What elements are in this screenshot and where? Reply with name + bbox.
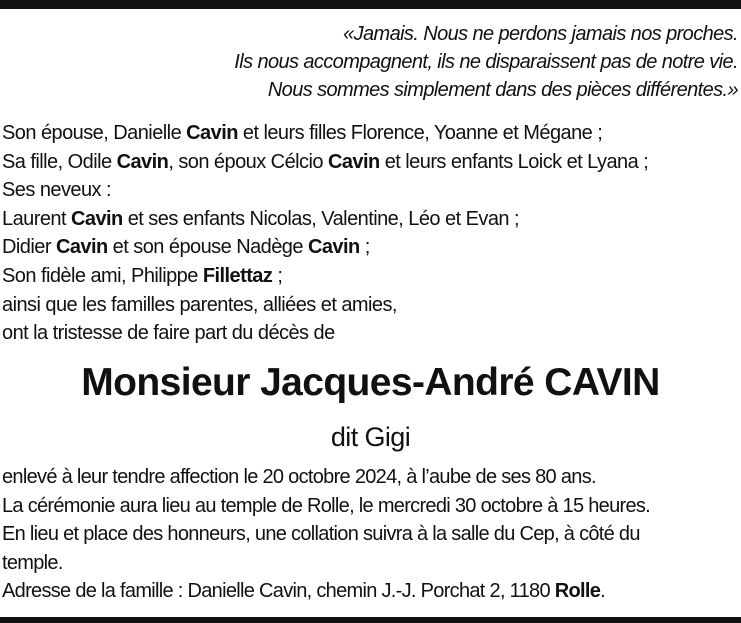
surname-bold: Cavin: [71, 207, 123, 230]
text-segment: enlevé à leur tendre affection le 20 octobre 2024, à l’aube de ses 80 ans.: [2, 466, 596, 488]
surname-bold: Cavin: [327, 150, 380, 173]
family-line: [2, 119, 648, 148]
deceased-name: Monsieur Jacques-André CAVIN: [81, 361, 660, 404]
text-segment: ;: [272, 264, 283, 287]
ceremony-details: [2, 463, 650, 606]
quote-line-3: Nous sommes simplement dans des pièces différentes.»: [267, 79, 738, 101]
text-segment: et ses enfants Nicolas, Valentine, Léo et Evan ;: [122, 207, 519, 230]
family-line: [2, 319, 648, 348]
text-segment: ;: [359, 236, 370, 259]
family-line: [2, 233, 648, 262]
details-line: [2, 492, 650, 521]
text-segment: Son épouse, Danielle: [2, 122, 187, 144]
text-segment: .: [600, 580, 605, 603]
text-segment: Adresse de la famille : Danielle Cavin, chemin J.-J. Porchat 2, 1180: [2, 580, 555, 603]
family-line: [2, 291, 648, 320]
text-segment: et leurs filles Florence, Yoanne et Mégane ;: [237, 122, 603, 144]
surname-bold: Cavin: [307, 236, 360, 259]
surname-bold: Cavin: [116, 150, 169, 173]
details-line: [2, 520, 650, 549]
text-segment: Ses neveux :: [2, 179, 112, 202]
epigraph-quote: [234, 20, 738, 104]
text-segment: Laurent: [2, 207, 71, 230]
quote-line-2: Ils nous accompagnent, ils ne disparaissent pas de notre vie.: [234, 51, 738, 73]
text-segment: et leurs enfants Loick et Lyana ;: [379, 150, 649, 173]
surname-bold: Fillettaz: [202, 264, 273, 287]
details-line: [2, 577, 650, 606]
surname-bold: Rolle: [554, 580, 601, 603]
text-segment: La cérémonie aura lieu au temple de Rolle, le mercredi 30 octobre à 15 heures.: [2, 494, 651, 517]
family-line: [2, 205, 648, 234]
text-segment: , son époux Célcio: [168, 150, 328, 173]
family-announcement: [2, 119, 648, 348]
family-line: [2, 176, 648, 205]
text-segment: En lieu et place des honneurs, une collation suivra à la salle du Cep, à côté du: [2, 523, 640, 546]
text-segment: temple.: [2, 551, 63, 574]
quote-line-1: «Jamais. Nous ne perdons jamais nos proches.: [343, 23, 738, 45]
text-segment: ont la tristesse de faire part du décès de: [2, 322, 335, 345]
surname-bold: Cavin: [186, 122, 238, 144]
text-segment: Son fidèle ami, Philippe: [2, 264, 203, 287]
family-line: [2, 262, 648, 291]
text-segment: ainsi que les familles parentes, alliées et amies,: [2, 293, 397, 316]
text-segment: Sa fille, Odile: [2, 150, 117, 173]
details-line: [2, 549, 650, 578]
family-line: [2, 148, 648, 177]
details-line: [2, 463, 650, 492]
text-segment: et son épouse Nadège: [107, 236, 308, 259]
deceased-nickname: dit Gigi: [330, 422, 411, 452]
surname-bold: Cavin: [55, 236, 108, 259]
top-rule: [0, 0, 741, 9]
text-segment: Didier: [2, 236, 56, 259]
bottom-rule: [0, 617, 741, 623]
